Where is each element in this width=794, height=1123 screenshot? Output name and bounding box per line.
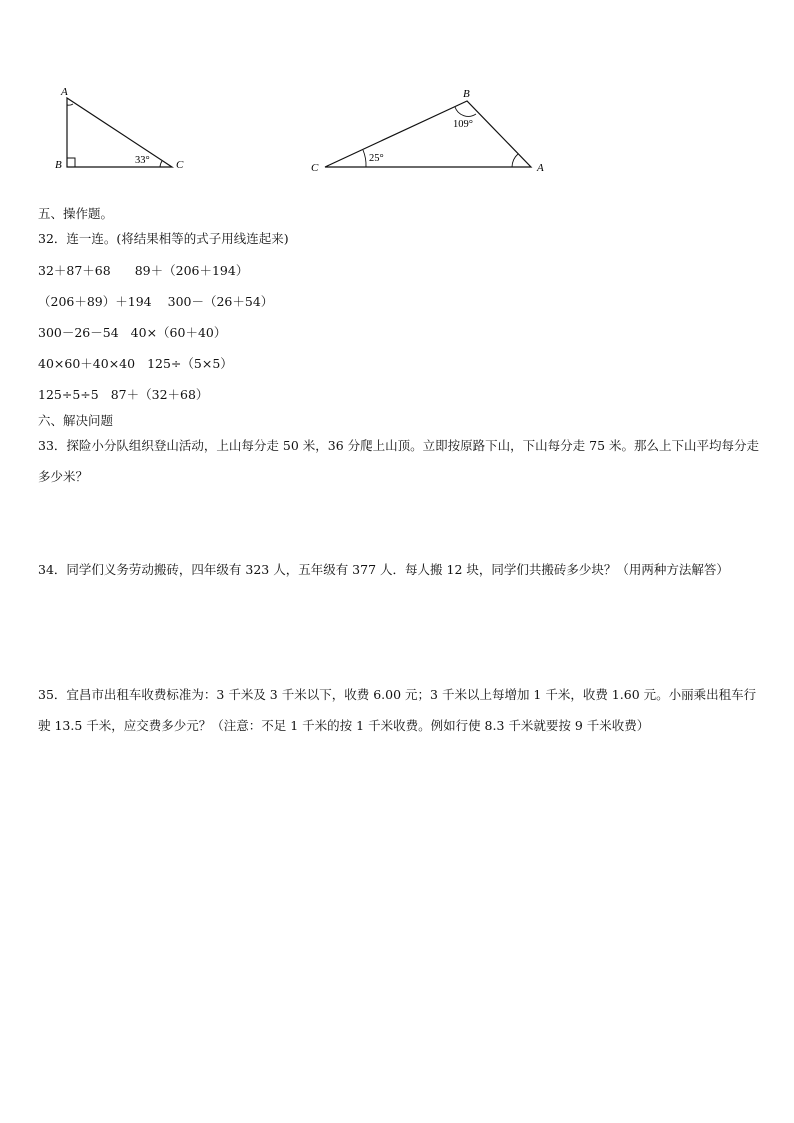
match-row-4 [38,354,233,372]
match-right-3: 40×（60＋40） [130,325,227,340]
vertex-c-label: C [176,159,184,171]
vertex-b-label: B [55,159,62,171]
section-6-heading: 六、解决问题 [38,413,114,428]
match-left-5: 125÷5÷5 [38,387,99,402]
angle-c-arc [160,161,162,167]
match-right-4: 125÷（5×5） [147,356,233,371]
match-row-2 [38,292,273,310]
angle-a-arc [512,154,518,167]
angle-a-arc [67,104,73,105]
match-left-3: 300－26－54 [38,325,119,340]
match-right-1: 89＋（206＋194） [134,263,249,278]
match-right-5: 87＋（32＋68） [110,387,209,402]
angle-b-arc [455,107,476,116]
match-row-1 [38,261,248,279]
match-right-2: 300－（26＋54） [167,294,274,309]
vertex-a-label: A [537,162,544,174]
obtuse-triangle-bca [311,88,544,174]
right-triangle-abc [55,86,184,171]
angle-b-label: 109° [453,119,473,130]
question-34: 34．同学们义务劳动搬砖，四年级有 323 人，五年级有 377 人．每人搬 12 块，同学们共搬砖多少块？（用两种方法解答） [38,562,729,577]
angle-c-label: 25° [369,153,384,164]
vertex-a-label: A [61,86,68,98]
question-33: 33．探险小分队组织登山活动，上山每分走 50 米，36 分爬上山顶。立即按原路下山，下山每分走 75 米。那么上下山平均每分走多少米？ [38,438,759,484]
right-angle-mark [67,158,75,167]
question-32-title: 32．连一连。(将结果相等的式子用线连起来) [38,231,289,246]
match-left-1: 32＋87＋68 [38,263,111,278]
angle-c-label: 33° [135,155,150,166]
match-row-3 [38,323,226,341]
match-row-5 [38,385,208,403]
triangle-figures [0,0,794,190]
vertex-b-label: B [463,88,470,100]
section-5-heading: 五、操作题。 [38,206,114,221]
match-left-2: （206＋89）＋194 [38,294,152,309]
match-left-4: 40×60＋40×40 [38,356,136,371]
question-35: 35．宜昌市出租车收费标准为：3 千米及 3 千米以下，收费 6.00 元；3 千米以上每增加 1 千米，收费 1.60 元。小丽乘出租车行驶 13.5 千米，应交费多少元？（注意：不足 1 千米的按 1 千米收费。例如行使 8.3 千米就要按 9 千米收费） [38,687,757,733]
angle-c-arc [363,150,366,167]
vertex-c-label: C [311,162,319,174]
